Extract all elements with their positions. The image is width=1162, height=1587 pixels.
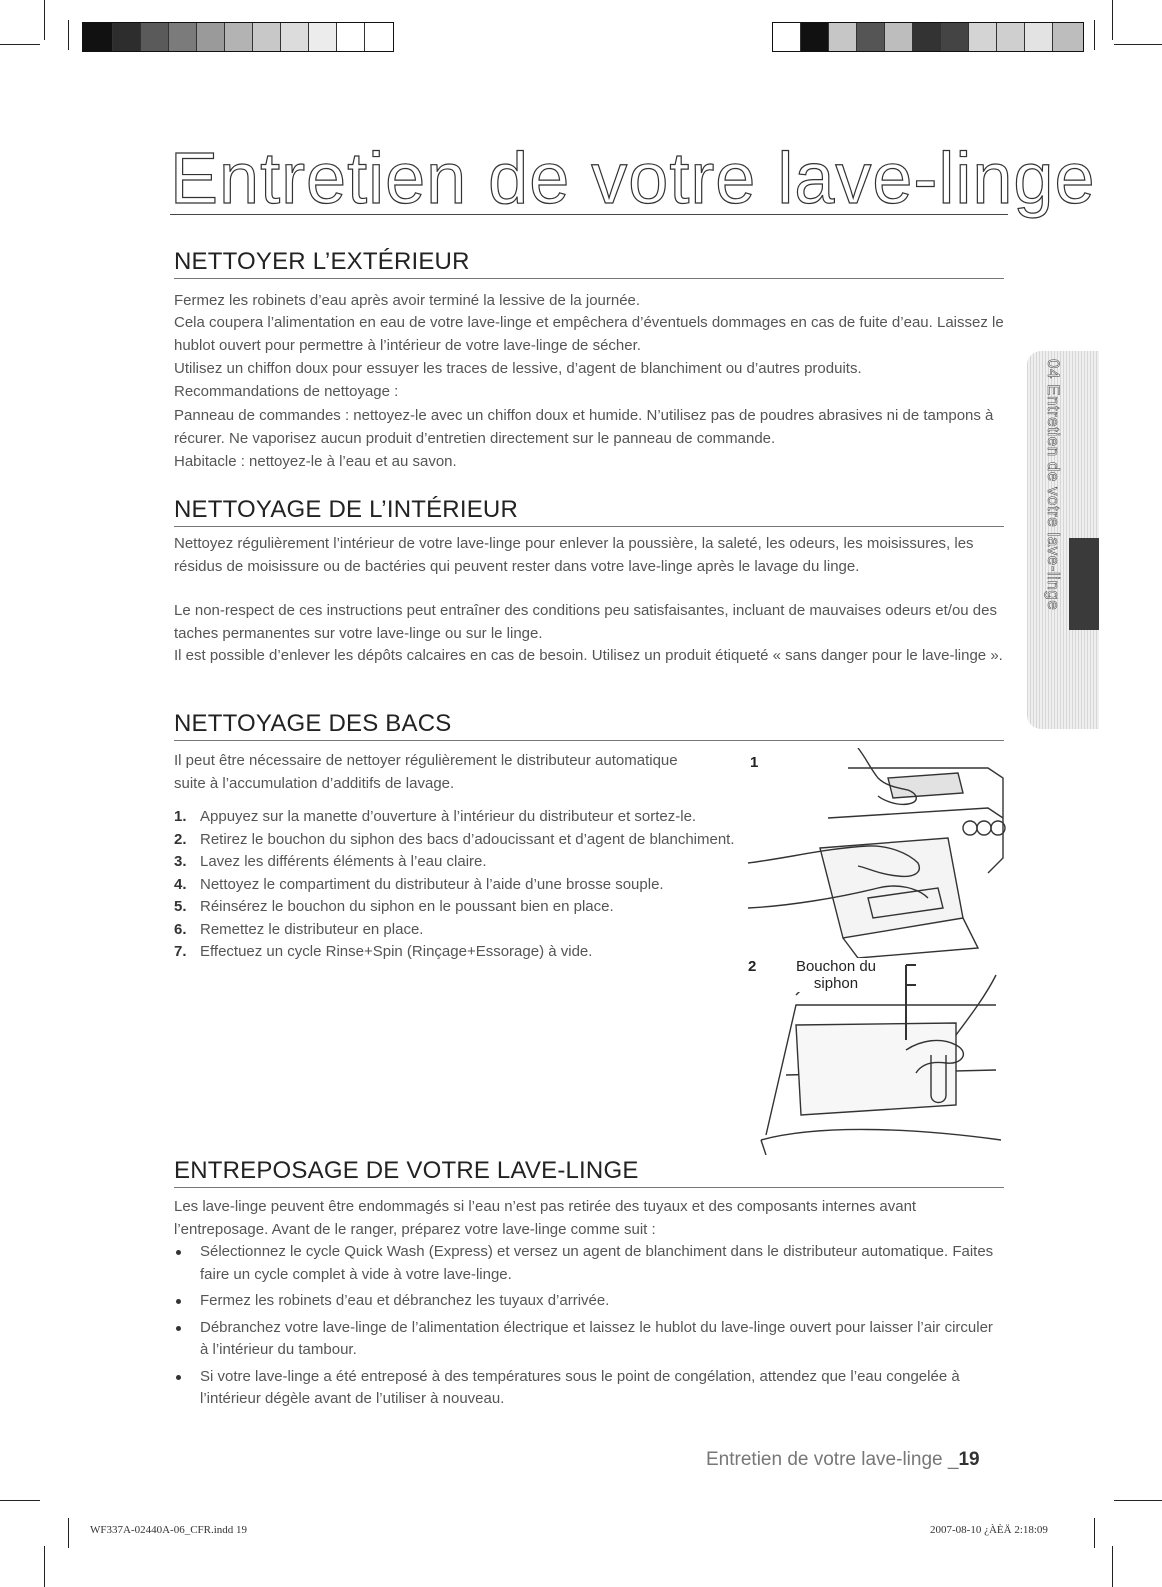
paragraph: Nettoyez régulièrement l’intérieur de votre lave-linge pour enlever la poussière, la saleté, les odeurs, les moisissures, les résidus de moisissure ou de bactéries qui peuvent rester dans votre lave-linge après le lavage du linge. — [174, 535, 974, 575]
crop-mark — [1094, 20, 1095, 50]
list-item — [174, 919, 754, 942]
section-heading-entreposage: ENTREPOSAGE DE VOTRE LAVE-LINGE — [174, 1157, 1004, 1188]
page-title: Entretien de votre lave-linge — [170, 139, 1096, 219]
paragraph: Utilisez un chiffon doux pour essuyer les traces de lessive, d’agent de blanchiment ou d’autres produits. — [174, 360, 862, 377]
crop-mark — [1114, 1500, 1162, 1501]
crop-mark — [68, 1518, 69, 1548]
step-number: 1. — [174, 808, 187, 825]
footer-page-title — [706, 1449, 980, 1471]
paragraph: Il est possible d’enlever les dépôts calcaires en cas de besoin. Utilisez un produit étiqueté « sans danger pour le lave-linge ». — [174, 647, 1003, 664]
paragraph: Panneau de commandes : nettoyez-le avec un chiffon doux et humide. N’utilisez pas de poudres abrasives ni de tampons à récurer. Ne vaporisez aucun produit d’entretien directement sur le panneau de commande. — [174, 407, 994, 447]
paragraph: Le non-respect de ces instructions peut entraîner des conditions peu satisfaisantes, incluant de mauvaises odeurs et/ou des taches permanentes sur votre lave-linge ou sur le linge. — [174, 602, 997, 642]
list-item — [174, 1241, 994, 1286]
crop-mark — [1114, 44, 1162, 45]
list-item — [174, 1290, 994, 1313]
step-number: 6. — [174, 920, 187, 938]
list-item — [174, 896, 754, 919]
file-slug: WF337A-02440A-06_CFR.indd 19 — [90, 1524, 248, 1536]
chapter-marker — [1069, 538, 1099, 630]
bullet-text: Fermez les robinets d’eau et débranchez les tuyaux d’arrivée. — [200, 1292, 610, 1309]
section-heading-exterieur: NETTOYER L’EXTÉRIEUR — [174, 248, 1004, 279]
bullet-text: Sélectionnez le cycle Quick Wash (Express) et versez un agent de blanchiment dans le distributeur automatique. Faites faire un cycle complet à vide à votre lave-linge. — [200, 1243, 994, 1283]
paragraph: Cela coupera l’alimentation en eau de votre lave-linge et empêchera d’éventuels dommages en cas de fuite d’eau. Laissez le hublot ouvert pour permettre à l’intérieur de votre lave-linge de sécher. — [174, 314, 1004, 354]
crop-mark — [1094, 1518, 1095, 1548]
step-number: 7. — [174, 943, 187, 960]
step-text: Effectuez un cycle Rinse+Spin (Rinçage+Essorage) à vide. — [200, 943, 593, 960]
figure-number-2: 2 — [748, 958, 757, 975]
crop-mark — [0, 1500, 40, 1501]
paragraph: Fermez les robinets d’eau après avoir terminé la lessive de la journée. — [174, 292, 641, 309]
list-item — [174, 1366, 994, 1411]
list-item — [174, 874, 754, 897]
section-heading-bacs: NETTOYAGE DES BACS — [174, 710, 1004, 741]
list-item — [174, 851, 754, 874]
crop-mark — [0, 44, 40, 45]
list-item — [174, 806, 754, 829]
print-timestamp: 2007-08-10 ¿ÀÈÄ 2:18:09 — [930, 1524, 1048, 1536]
crop-mark — [44, 1546, 45, 1587]
crop-mark — [1112, 1546, 1113, 1587]
crop-mark — [68, 20, 69, 50]
list-item — [174, 1317, 994, 1362]
footer-title-text: Entretien de votre lave-linge _ — [706, 1449, 959, 1470]
dispenser-removal-illustration — [748, 748, 1010, 960]
chapter-tab-label: 04 Entretien de votre lave-linge — [1044, 359, 1063, 611]
bullet-text: Débranchez votre lave-linge de l’alimentation électrique et laissez le hublot du lave-linge ouvert pour laisser l’air circuler à l’intérieur du tambour. — [200, 1318, 993, 1358]
paragraph: Les lave-linge peuvent être endommagés si l’eau n’est pas retirée des tuyaux et des composants internes avant l’entreposage. Avant de le ranger, préparez votre lave-linge comme suit : — [174, 1198, 917, 1238]
step-text: Appuyez sur la manette d’ouverture à l’intérieur du distributeur et sortez-le. — [200, 808, 697, 825]
step-text: Réinsérez le bouchon du siphon en le poussant bien en place. — [200, 898, 614, 915]
storage-bullet-list — [174, 1241, 994, 1415]
list-item — [174, 941, 754, 964]
list-item — [174, 829, 754, 852]
color-bar-left — [82, 22, 394, 52]
step-number: 4. — [174, 875, 187, 893]
crop-mark — [44, 0, 45, 40]
bullet-text: Si votre lave-linge a été entreposé à des températures sous le point de congélation, attendez que l’eau congelée à l’intérieur dégèle avant de l’utiliser à nouveau. — [200, 1367, 960, 1407]
step-text: Remettez le distributeur en place. — [200, 920, 424, 938]
step-text: Lavez les différents éléments à l’eau claire. — [200, 853, 487, 870]
bullet-icon — [176, 1326, 181, 1331]
step-number: 2. — [174, 830, 187, 848]
step-number: 5. — [174, 898, 187, 915]
bullet-icon — [176, 1299, 181, 1304]
page-number: 19 — [958, 1449, 980, 1470]
paragraph: Recommandations de nettoyage : — [174, 383, 399, 400]
crop-mark — [1112, 0, 1113, 40]
paragraph: Il peut être nécessaire de nettoyer régulièrement le distributeur automatique suite à l’accumulation d’additifs de lavage. — [174, 752, 678, 792]
paragraph: Habitacle : nettoyez-le à l’eau et au savon. — [174, 453, 457, 470]
figure-number-1: 1 — [750, 754, 759, 771]
steps-list — [174, 806, 754, 964]
step-text: Nettoyez le compartiment du distributeur à l’aide d’une brosse souple. — [200, 875, 664, 893]
bullet-icon — [176, 1375, 181, 1380]
step-text: Retirez le bouchon du siphon des bacs d’adoucissant et d’agent de blanchiment. — [200, 830, 735, 848]
step-number: 3. — [174, 853, 187, 870]
section-heading-interieur: NETTOYAGE DE L’INTÉRIEUR — [174, 496, 1004, 527]
color-bar-right — [772, 22, 1084, 52]
chapter-side-tab — [1027, 351, 1099, 729]
siphon-cap-label: Bouchon du siphon — [786, 958, 886, 992]
bullet-icon — [176, 1250, 181, 1255]
